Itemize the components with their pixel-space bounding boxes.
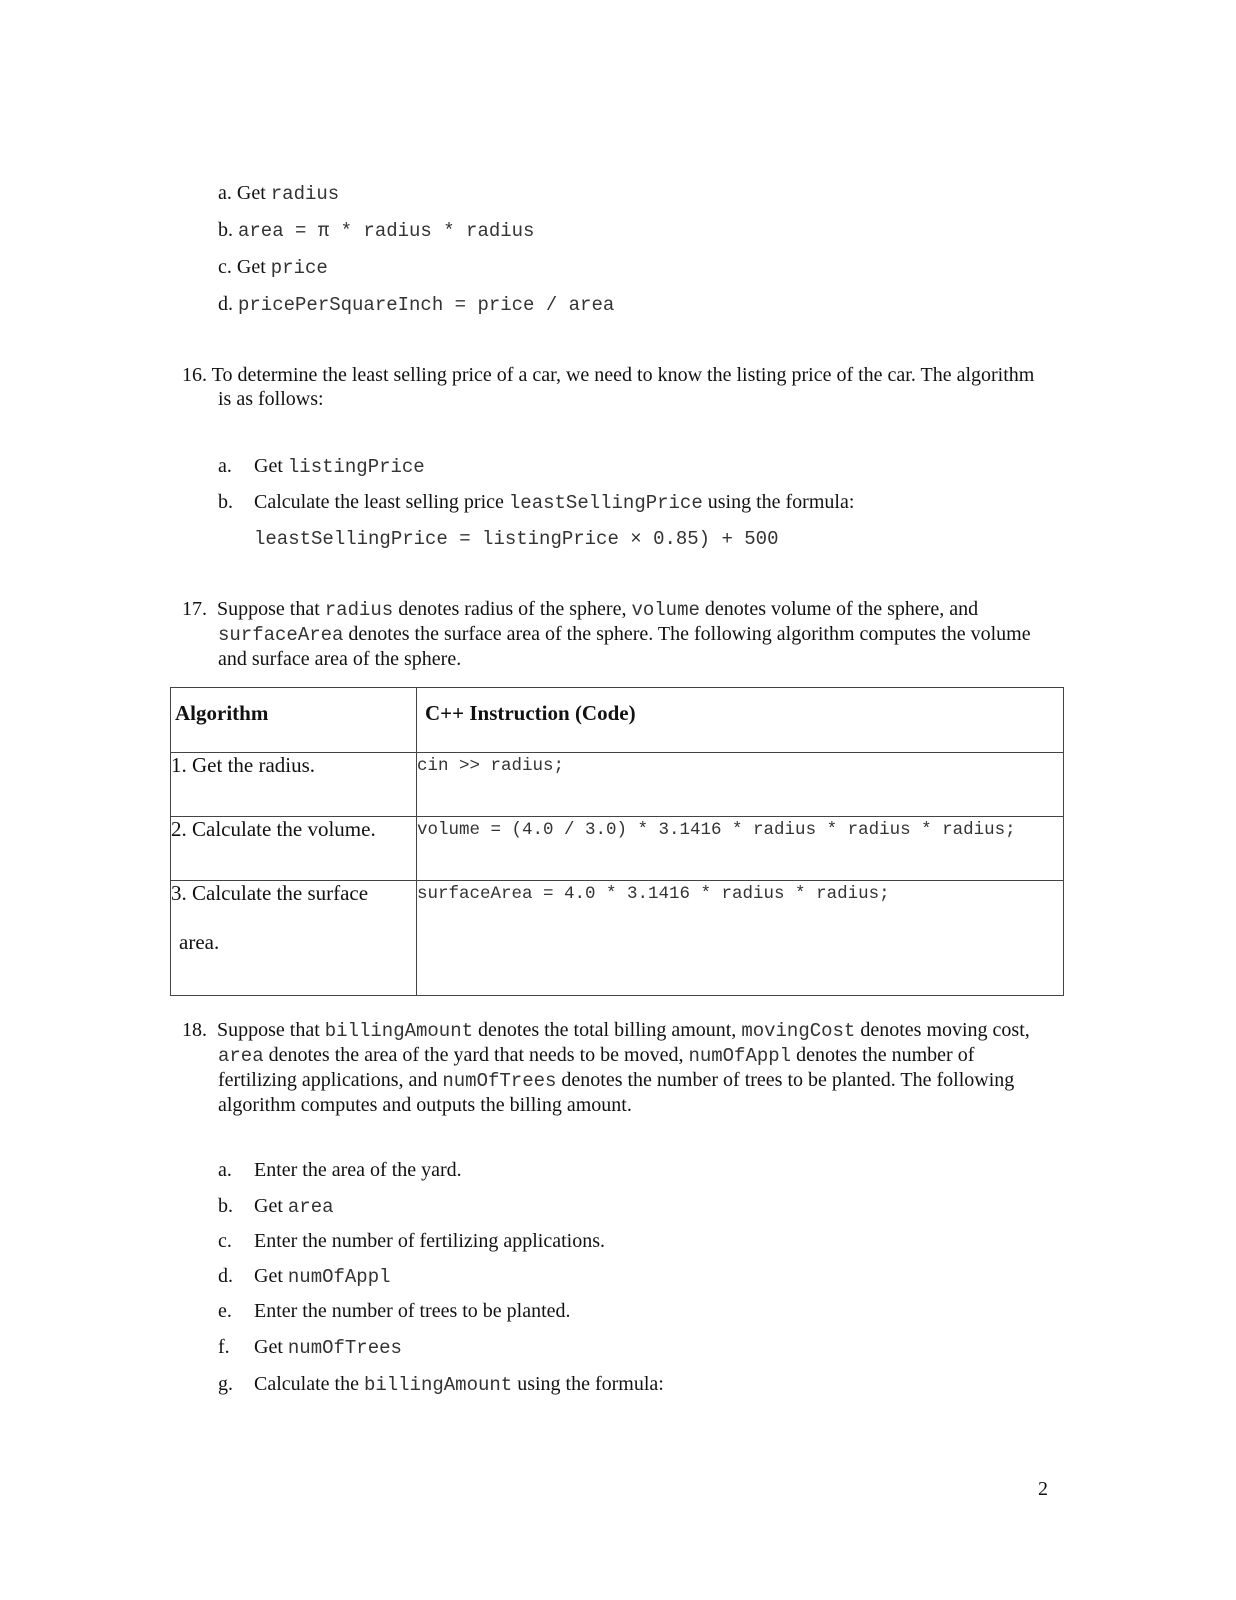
- table-header-row: [171, 688, 1064, 753]
- q18-step-b: b. Get area: [218, 1195, 334, 1218]
- q18-step-e: e. Enter the number of trees to be planted.: [218, 1300, 571, 1322]
- q16-step-b: b. Calculate the least selling price leastSellingPrice using the formula:: [218, 491, 855, 514]
- q18-step-c: c. Enter the number of fertilizing applications.: [218, 1230, 605, 1252]
- table-row: [171, 753, 1064, 817]
- q16-step-a: a. Get listingPrice: [218, 455, 425, 478]
- q18-step-f: f. Get numOfTrees: [218, 1336, 402, 1359]
- header-code: C++ Instruction (Code): [417, 688, 1064, 753]
- q18-text: 18. Suppose that billingAmount denotes the total billing amount, movingCost denotes moving cost, area denotes the area of the yard that needs to be moved, numOfAppl denotes the number of fertilizing applications, and numOfTrees denotes the number of trees to be planted. The following algorithm computes and outputs the billing amount.: [182, 1019, 1030, 1116]
- q15-step-b: b. area = π * radius * radius: [218, 219, 535, 242]
- q16-text: 16. To determine the least selling price of a car, we need to know the listing price of the car. The algorithm is as follows:: [182, 364, 1035, 410]
- q17-text: 17. Suppose that radius denotes radius of the sphere, volume denotes volume of the sphere, and surfaceArea denotes the surface area of the sphere. The following algorithm computes the volume and surface area of the sphere.: [182, 598, 1031, 670]
- table-row: [171, 881, 1064, 996]
- q18-step-g: g. Calculate the billingAmount using the formula:: [218, 1373, 664, 1396]
- q16-formula: leastSellingPrice = listingPrice × 0.85) + 500: [254, 528, 779, 550]
- q15-step-a: a. Get radius: [218, 182, 340, 205]
- code-cell: cin >> radius;: [417, 753, 1064, 817]
- code-cell: volume = (4.0 / 3.0) * 3.1416 * radius * radius * radius;: [417, 817, 1064, 881]
- algorithm-table: [170, 687, 1064, 996]
- q18-step-a: a. Enter the area of the yard.: [218, 1159, 462, 1181]
- q15-step-c: c. Get price: [218, 256, 328, 279]
- page-number: 2: [1038, 1478, 1048, 1500]
- algorithm-step: 1. Get the radius.: [171, 753, 417, 817]
- algorithm-step: 3. Calculate the surface area.: [171, 881, 417, 996]
- table-row: [171, 817, 1064, 881]
- q15-step-d: d. pricePerSquareInch = price / area: [218, 293, 615, 316]
- code-cell: surfaceArea = 4.0 * 3.1416 * radius * radius;: [417, 881, 1064, 996]
- header-algorithm: Algorithm: [171, 688, 417, 753]
- algorithm-step: 2. Calculate the volume.: [171, 817, 417, 881]
- q18-step-d: d. Get numOfAppl: [218, 1265, 391, 1288]
